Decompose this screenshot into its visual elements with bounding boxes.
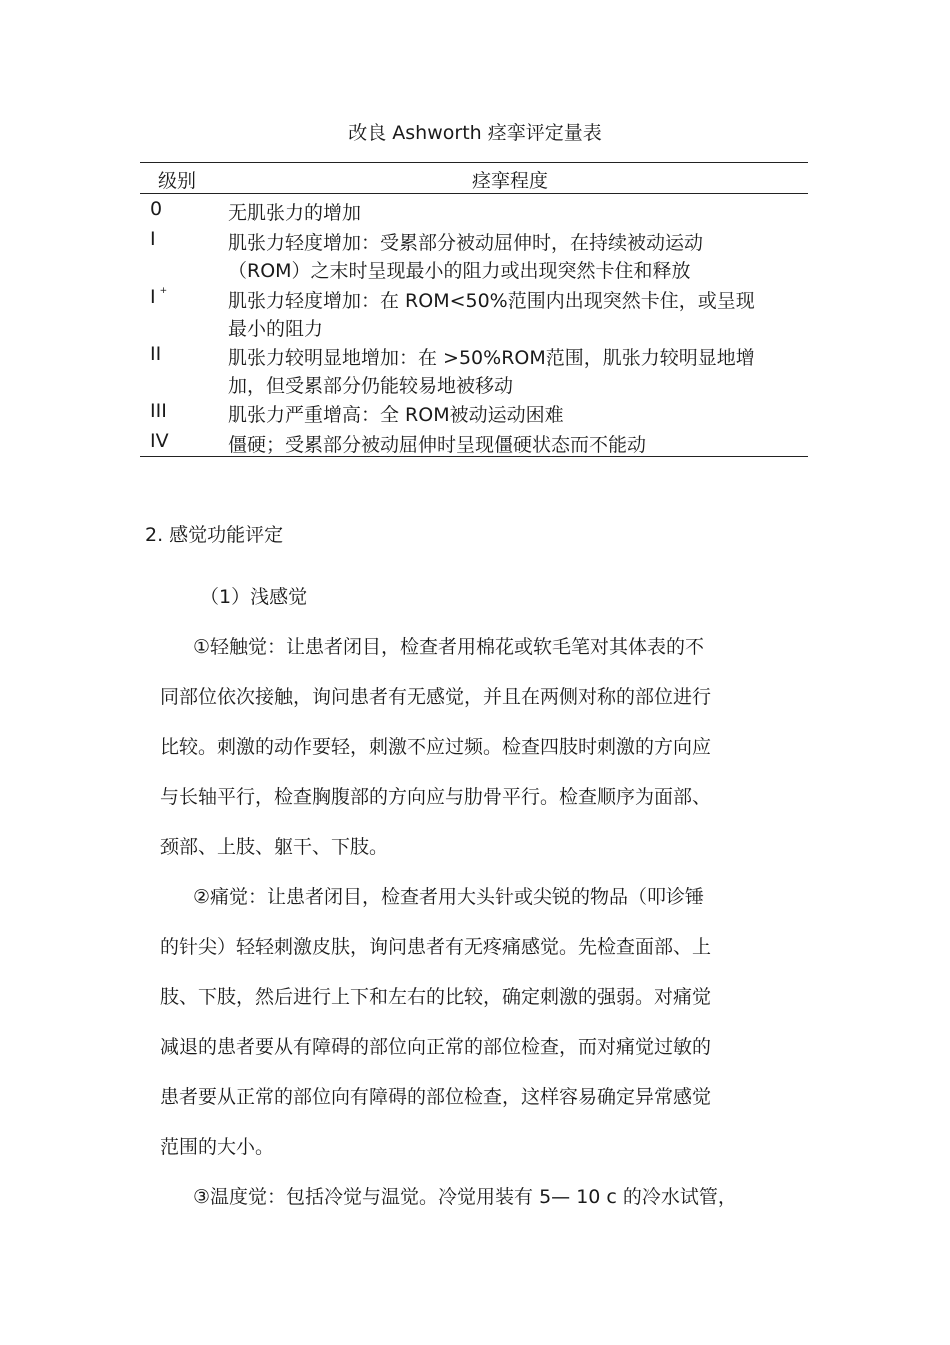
table-row-description: 无肌张力的增加 — [228, 202, 362, 224]
table-row-grade: I — [150, 228, 156, 250]
section-subheading: （1）浅感觉 — [200, 586, 308, 608]
paragraph-line: 同部位依次接触，询问患者有无感觉，并且在两侧对称的部位进行 — [160, 686, 712, 708]
table-bottom-rule — [140, 456, 808, 457]
paragraph-line: 减退的患者要从有障碍的部位向正常的部位检查，而对痛觉过敏的 — [160, 1036, 712, 1058]
section-heading: 2. 感觉功能评定 — [145, 524, 284, 546]
paragraph-line: ③温度觉：包括冷觉与温觉。冷觉用装有 5— 10 c 的冷水试管， — [193, 1186, 737, 1208]
paragraph-line: 颈部、上肢、躯干、下肢。 — [160, 836, 389, 858]
column-header-degree: 痉挛程度 — [472, 170, 549, 192]
table-header-rule — [140, 193, 808, 194]
column-header-grade: 级别 — [158, 170, 197, 192]
table-row-description: 肌张力较明显地增加：在 >50%ROM范围，肌张力较明显地增 — [228, 347, 755, 369]
table-row-grade — [150, 286, 167, 308]
table-row-grade: III — [150, 400, 167, 422]
table-row-grade: 0 — [150, 198, 163, 220]
table-row-description: 僵硬；受累部分被动屈伸时呈现僵硬状态而不能动 — [228, 434, 647, 456]
table-row-description: 最小的阻力 — [228, 318, 324, 340]
paragraph-line: 的针尖）轻轻刺激皮肤，询问患者有无疼痛感觉。先检查面部、上 — [160, 936, 712, 958]
paragraph-line: 范围的大小。 — [160, 1136, 275, 1158]
grade-label: I — [150, 286, 156, 308]
table-row-grade: IV — [150, 430, 169, 452]
table-top-rule — [140, 162, 808, 163]
table-title: 改良 Ashworth 痉挛评定量表 — [348, 122, 602, 144]
paragraph-line: ②痛觉：让患者闭目，检查者用大头针或尖锐的物品（叩诊锤 — [193, 886, 705, 908]
table-row-description: 肌张力轻度增加：在 ROM<50%范围内出现突然卡住，或呈现 — [228, 290, 755, 312]
table-row-description: 肌张力严重增高：全 ROM被动运动困难 — [228, 404, 564, 426]
table-row-grade: II — [150, 343, 162, 365]
paragraph-line: 与长轴平行，检查胸腹部的方向应与肋骨平行。检查顺序为面部、 — [160, 786, 712, 808]
paragraph-line: 患者要从正常的部位向有障碍的部位检查，这样容易确定异常感觉 — [160, 1086, 712, 1108]
table-row-description: 肌张力轻度增加：受累部分被动屈伸时，在持续被动运动 — [228, 232, 704, 254]
grade-superscript: + — [159, 286, 168, 296]
paragraph-line: ①轻触觉：让患者闭目，检查者用棉花或软毛笔对其体表的不 — [193, 636, 705, 658]
paragraph-line: 比较。刺激的动作要轻，刺激不应过频。检查四肢时刺激的方向应 — [160, 736, 712, 758]
table-row-description: （ROM）之末时呈现最小的阻力或出现突然卡住和释放 — [228, 260, 691, 282]
paragraph-line: 肢、下肢，然后进行上下和左右的比较，确定刺激的强弱。对痛觉 — [160, 986, 712, 1008]
table-row-description: 加，但受累部分仍能较易地被移动 — [228, 375, 514, 397]
